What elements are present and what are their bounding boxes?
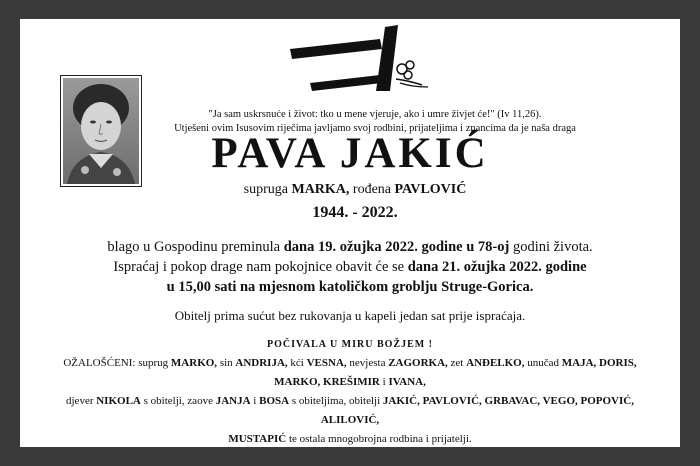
- life-years: 1944. - 2022.: [312, 204, 398, 221]
- mourner-relation: nevjesta: [349, 357, 386, 369]
- mourners-list: [50, 354, 650, 449]
- mourner-name: VESNA,: [306, 357, 347, 369]
- consolation-text: Utješeni ovim Isusovim riječima javljamo svoj rodbini, prijateljima i znancima da je naša draga: [174, 123, 576, 134]
- mourner-relation: te ostala mnogobrojna rodbina i prijatelji.: [288, 433, 472, 445]
- mourner-name: BOSA: [259, 395, 290, 407]
- mourner-relation: suprug: [138, 357, 169, 369]
- mourner-name: IVANA,: [388, 376, 426, 388]
- mourner-relation: kći: [290, 357, 304, 369]
- mourner-name: MARKO,: [170, 357, 218, 369]
- mourner-relation: zet: [450, 357, 464, 369]
- death-line-1: blago u Gospodinu preminula: [107, 239, 281, 255]
- reception-note: Obitelj prima sućut bez rukovanja u kapeli jedan sat prije ispraćaja.: [174, 308, 526, 323]
- mourner-relation: s obitelji, zaove: [143, 395, 213, 407]
- mourner-name: ANDRIJA,: [235, 357, 288, 369]
- born-prefix: rođena: [352, 182, 392, 197]
- spouse-prefix: supruga: [243, 182, 288, 197]
- mourner-relation: djever: [66, 395, 94, 407]
- mourner-name: MUSTAPIĆ: [228, 433, 287, 445]
- death-date: dana 19. ožujka 2022. godine u 78-oj: [283, 239, 510, 255]
- funeral-time-place: u 15,00 sati na mjesnom katoličkom groblju Struge-Gorica.: [166, 279, 534, 295]
- spouse-name: MARKA,: [291, 182, 350, 197]
- funeral-line-1: Ispraćaj i pokop drage nam pokojnice obavit će se: [113, 259, 405, 275]
- mourner-name: JANJA: [215, 395, 251, 407]
- spouse-line: [130, 181, 580, 199]
- mourner-relation: i: [382, 376, 386, 388]
- cross-with-flower-icon: [290, 25, 435, 91]
- mourner-relation: sin: [219, 357, 233, 369]
- mourner-name: ANĐELKO,: [466, 357, 525, 369]
- mourner-name: NIKOLA: [96, 395, 141, 407]
- death-line-2: godini života.: [512, 239, 593, 255]
- mourner-relation: i: [253, 395, 257, 407]
- announcement-text: [40, 237, 660, 297]
- deceased-name: PAVA JAKIĆ: [211, 130, 489, 177]
- mourner-name: JAKIĆ, PAVLOVIĆ, GRBAVAC, VEGO, POPOVIĆ, ALILOVIĆ,: [320, 395, 634, 426]
- rest-in-peace: POČIVALA U MIRU BOŽJEM !: [266, 339, 434, 350]
- maiden-name: PAVLOVIĆ: [394, 182, 467, 197]
- quote-text: "Ja sam uskrsnuće i život: tko u mene vjeruje, ako i umre živjet će!" (Iv 11,26).: [208, 109, 542, 120]
- mourner-name: ZAGORKA,: [388, 357, 448, 369]
- mourner-relation: s obiteljima, obitelji: [291, 395, 381, 407]
- mourners-label: OŽALOŠĆENI:: [63, 357, 136, 369]
- mourner-name: MAJA, DORIS, MARKO, KREŠIMIR: [274, 357, 637, 388]
- mourner-relation: unučad: [527, 357, 560, 369]
- funeral-date: dana 21. ožujka 2022. godine: [407, 259, 587, 275]
